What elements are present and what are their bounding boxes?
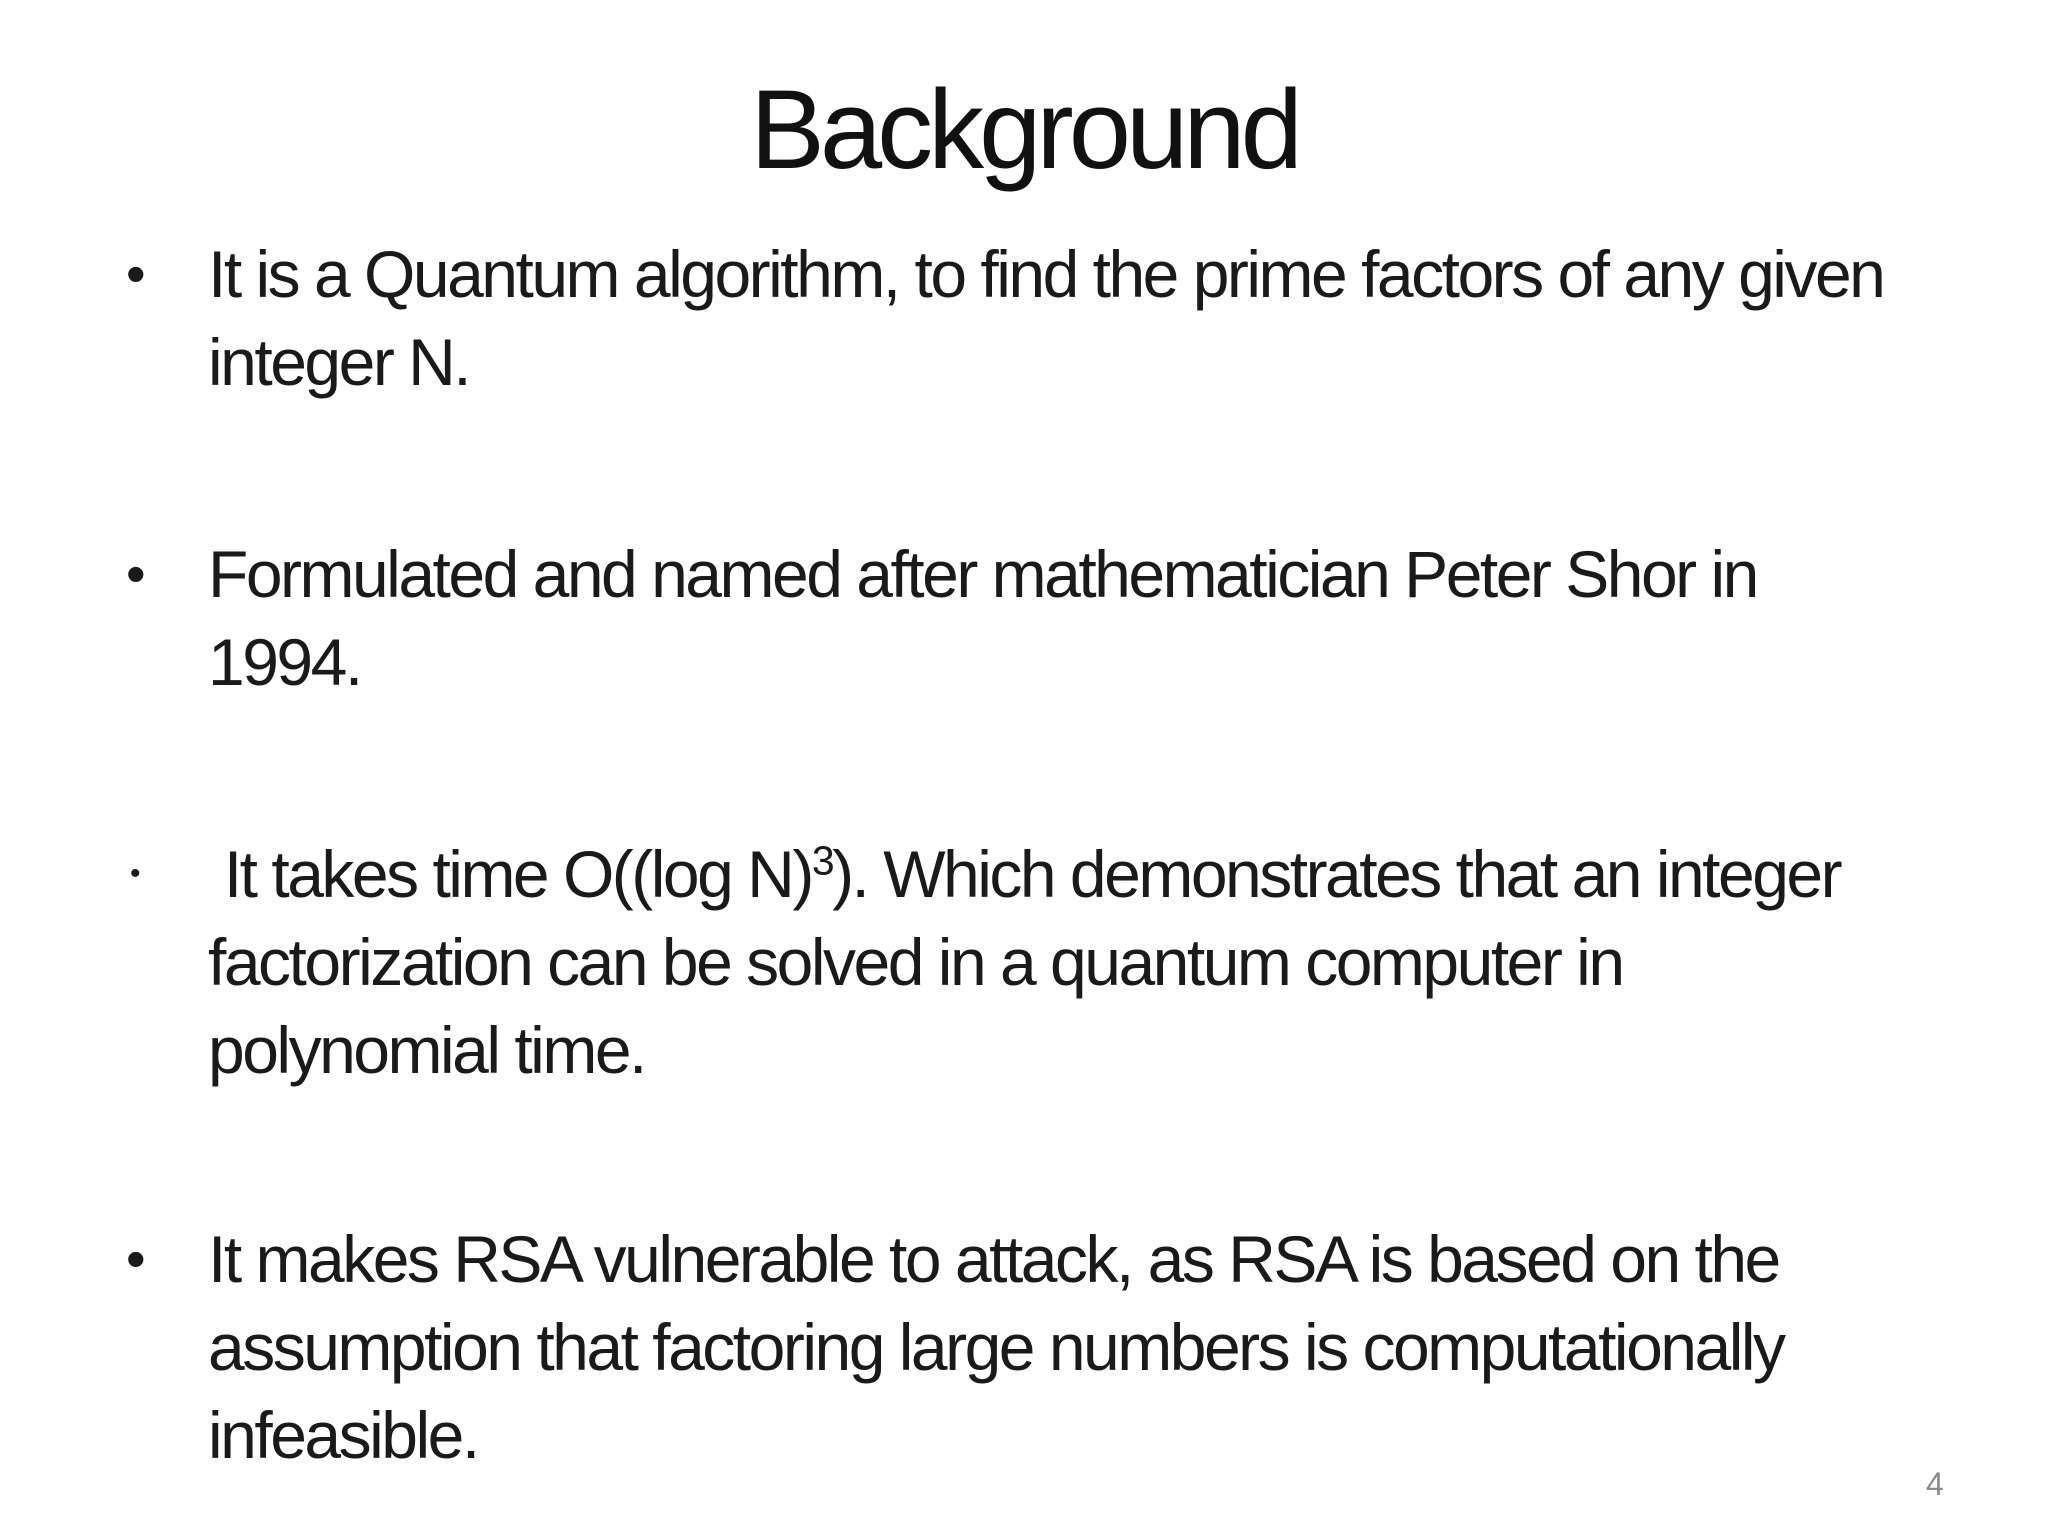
bullet-text-before: It takes time O((log N) — [208, 837, 812, 911]
bullet-text: It is a Quantum algorithm, to find the prime factors of any given integer N. — [208, 237, 1884, 399]
exponent: 3 — [811, 837, 833, 884]
page-number: 4 — [1926, 1466, 1944, 1502]
bullet-marker: • — [126, 242, 146, 305]
bullet-item-2 — [126, 530, 1888, 706]
bullet-text-after: ). Which demonstrates that an integer factorization can be solved in a quantum computer in polynomial time. — [208, 837, 1841, 1087]
slide-title: Background — [750, 67, 1298, 192]
bullet-item-3 — [130, 830, 1888, 1094]
bullet-item-1 — [126, 230, 1888, 406]
bullet-marker: • — [126, 1227, 146, 1290]
bullet-text: It makes RSA vulnerable to attack, as RSA is based on the assumption that factoring large numbers is computationally infeasible. — [208, 1222, 1784, 1472]
bullet-marker: • — [126, 542, 146, 605]
bullet-item-4 — [126, 1215, 1888, 1479]
bullet-marker: • — [130, 857, 141, 890]
bullet-text: Formulated and named after mathematician Peter Shor in 1994. — [208, 537, 1757, 699]
